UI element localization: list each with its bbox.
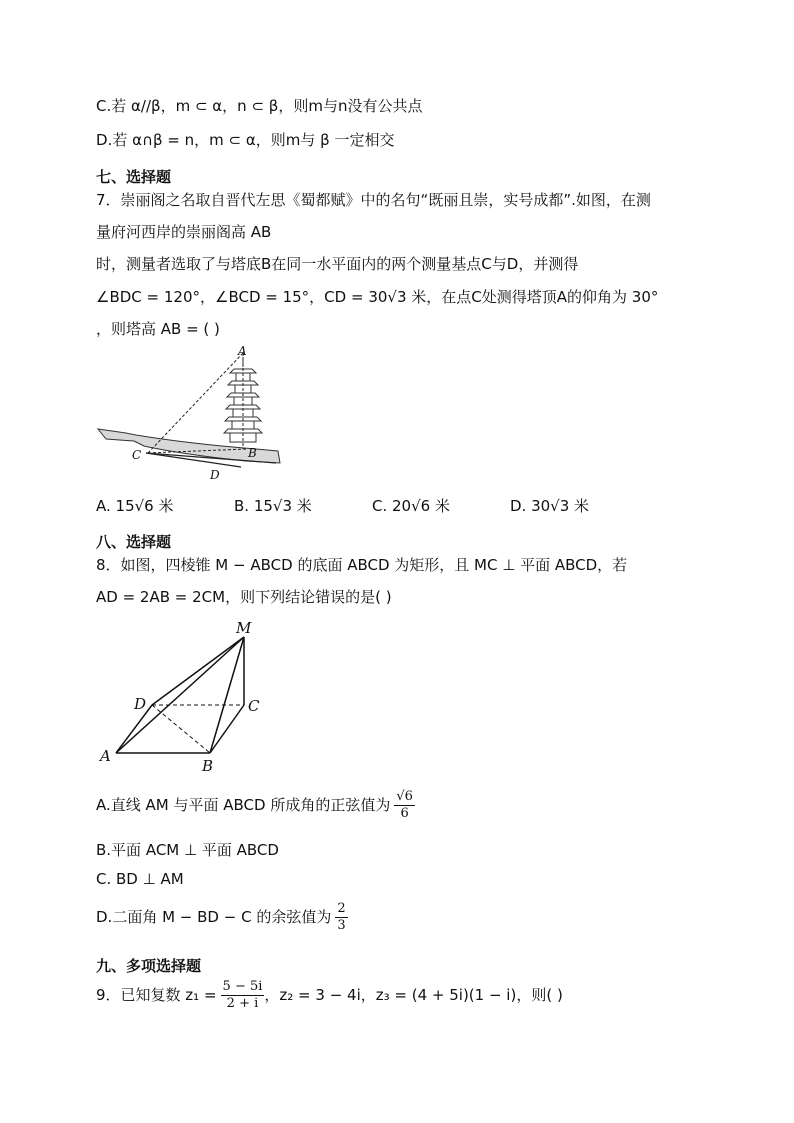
- q7-stem-line-3: 时，测量者选取了与塔底B在同一水平面内的两个测量基点C与D，并测得: [96, 255, 579, 273]
- z1-fraction: [221, 979, 265, 1012]
- q7-label-a: A: [238, 345, 247, 358]
- q8-option-d-fraction: [335, 901, 347, 934]
- q8-option-d: [96, 896, 348, 938]
- section-8-heading: 八、选择题: [96, 533, 172, 551]
- q7-choice-a: A. 15√6 米: [96, 497, 174, 515]
- fraction-numerator: 5 − 5i: [222, 979, 263, 994]
- q8-option-a: [96, 784, 415, 826]
- q8-stem-line-2: AD = 2AB = 2CM，则下列结论错误的是( ): [96, 588, 392, 606]
- fraction-denominator: 6: [400, 806, 409, 821]
- q8-option-c: C. BD ⊥ AM: [96, 870, 184, 888]
- q8-option-a-text: A.直线 AM 与平面 ABCD 所成角的正弦值为: [96, 796, 391, 814]
- q7-choice-b: B. 15√3 米: [234, 497, 312, 515]
- q9-stem-pre: 9．已知复数 z₁ =: [96, 986, 217, 1004]
- q8-option-a-fraction: [394, 789, 415, 822]
- q8-label-d: D: [134, 695, 147, 713]
- section-9-heading: 九、多项选择题: [96, 957, 202, 975]
- fraction-numerator: 2: [337, 901, 346, 916]
- fraction-denominator: 2 + i: [226, 996, 259, 1011]
- q7-stem-line-1: 7．崇丽阁之名取自晋代左思《蜀都赋》中的名句“既丽且崇，实号成都”.如图，在测: [96, 191, 651, 209]
- q6-option-c: C.若 α//β，m ⊂ α，n ⊂ β，则m与n没有公共点: [96, 97, 423, 115]
- q6-option-d: D.若 α∩β = n，m ⊂ α，则m与 β 一定相交: [96, 131, 395, 149]
- q8-label-b: B: [202, 757, 214, 775]
- q7-figure: [96, 345, 286, 485]
- fraction-numerator: √6: [396, 789, 413, 804]
- q7-label-d: D: [210, 468, 220, 482]
- q8-stem-line-1: 8．如图，四棱锥 M − ABCD 的底面 ABCD 为矩形，且 MC ⊥ 平面 ABCD，若: [96, 556, 628, 574]
- q8-figure: [96, 615, 276, 780]
- fraction-denominator: 3: [337, 918, 346, 933]
- q8-option-b: B.平面 ACM ⊥ 平面 ABCD: [96, 841, 279, 859]
- q7-choice-d: D. 30√3 米: [510, 497, 590, 515]
- q8-label-m: M: [236, 619, 252, 637]
- section-7-heading: 七、选择题: [96, 168, 172, 186]
- q7-stem-line-4: ∠BDC = 120°，∠BCD = 15°，CD = 30√3 米，在点C处测得塔顶A的仰角为 30°: [96, 288, 659, 306]
- q9-stem: [96, 974, 563, 1016]
- q7-label-c: C: [132, 448, 142, 462]
- q7-stem-line-2: 量府河西岸的崇丽阁高 AB: [96, 223, 272, 241]
- q8-label-c: C: [248, 697, 260, 715]
- q7-stem-line-5: ，则塔高 AB = ( ): [96, 320, 220, 338]
- q7-choice-c: C. 20√6 米: [372, 497, 450, 515]
- q8-label-a: A: [100, 747, 111, 765]
- q8-option-d-text: D.二面角 M − BD − C 的余弦值为: [96, 908, 332, 926]
- q9-stem-post: ，z₂ = 3 − 4i，z₃ = (4 + 5i)(1 − i)，则( ): [264, 986, 563, 1004]
- q7-label-b: B: [248, 446, 257, 460]
